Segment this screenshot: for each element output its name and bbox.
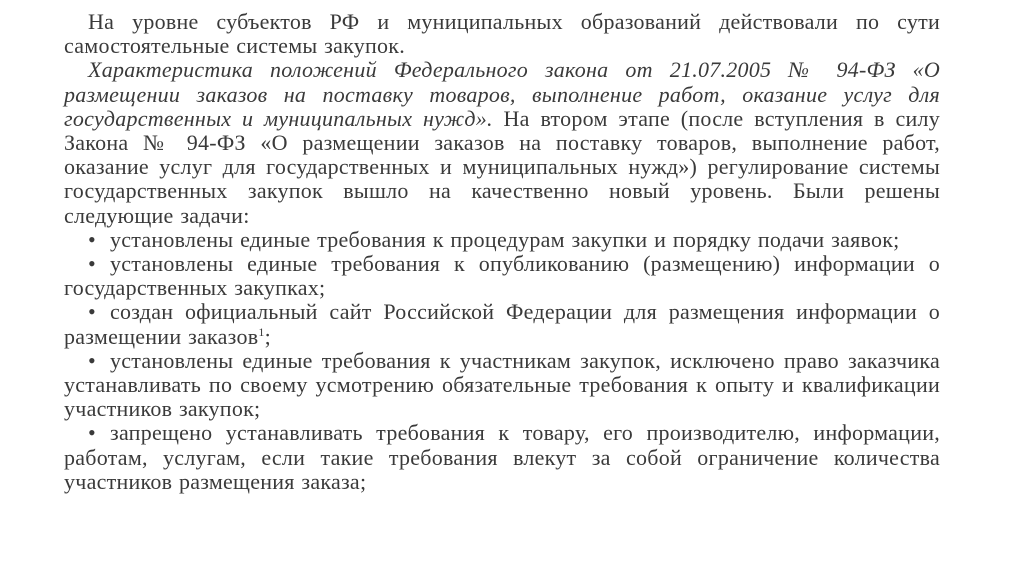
list-item: [64, 349, 940, 422]
list-item-text: установлены единые требования к процедурам закупки и порядку подачи заявок;: [110, 226, 900, 252]
intro-paragraph: [64, 10, 940, 58]
list-item: [64, 300, 940, 348]
list-item-text: запрещено устанавливать требования к товару, его производителю, информации, работам, услугам, если такие требования влекут за собой ограничение количества участников размещения заказа;: [64, 420, 940, 494]
bullet-icon: •: [88, 347, 96, 373]
text-block: [64, 10, 940, 494]
bullet-icon: •: [88, 251, 96, 277]
list-item-text: установлены единые требования к опубликованию (размещению) информации о государственных закупках;: [64, 251, 940, 301]
bullet-icon: •: [88, 299, 96, 325]
list-item: [64, 421, 940, 494]
intro-text: На уровне субъектов РФ и муниципальных образований действовали по сути самостоятельные системы закупок.: [64, 9, 940, 59]
list-item: [64, 228, 940, 252]
list-item-text: создан официальный сайт Российской Федерации для размещения информации о размещении заказов: [64, 299, 940, 349]
section-paragraph: [64, 58, 940, 227]
list-item-text: установлены единые требования к участникам закупок, исключено право заказчика устанавливать по своему усмотрению обязательные требования к опыту и квалификации участников закупок;: [64, 347, 940, 422]
bullet-icon: •: [88, 226, 96, 252]
list-item-tail: ;: [264, 323, 272, 349]
footnote-mark: 1: [258, 324, 265, 339]
section-text: На втором этапе (после вступления в силу Закона № 94-ФЗ «О размещении заказов на поставку товаров, выполнение работ, оказание услуг для государственных и муниципальных нужд») регулирование системы государственных закупок вышло на качественно новый уровень. Были решены следующие задачи:: [64, 105, 940, 228]
list-item: [64, 252, 940, 300]
section-heading: Характеристика положений Федерального закона от 21.07.2005 № 94-ФЗ «О размещении заказов на поставку товаров, выполнение работ, оказание услуг для государственных и муниципальных нужд».: [64, 57, 940, 131]
bullet-icon: •: [88, 420, 96, 446]
